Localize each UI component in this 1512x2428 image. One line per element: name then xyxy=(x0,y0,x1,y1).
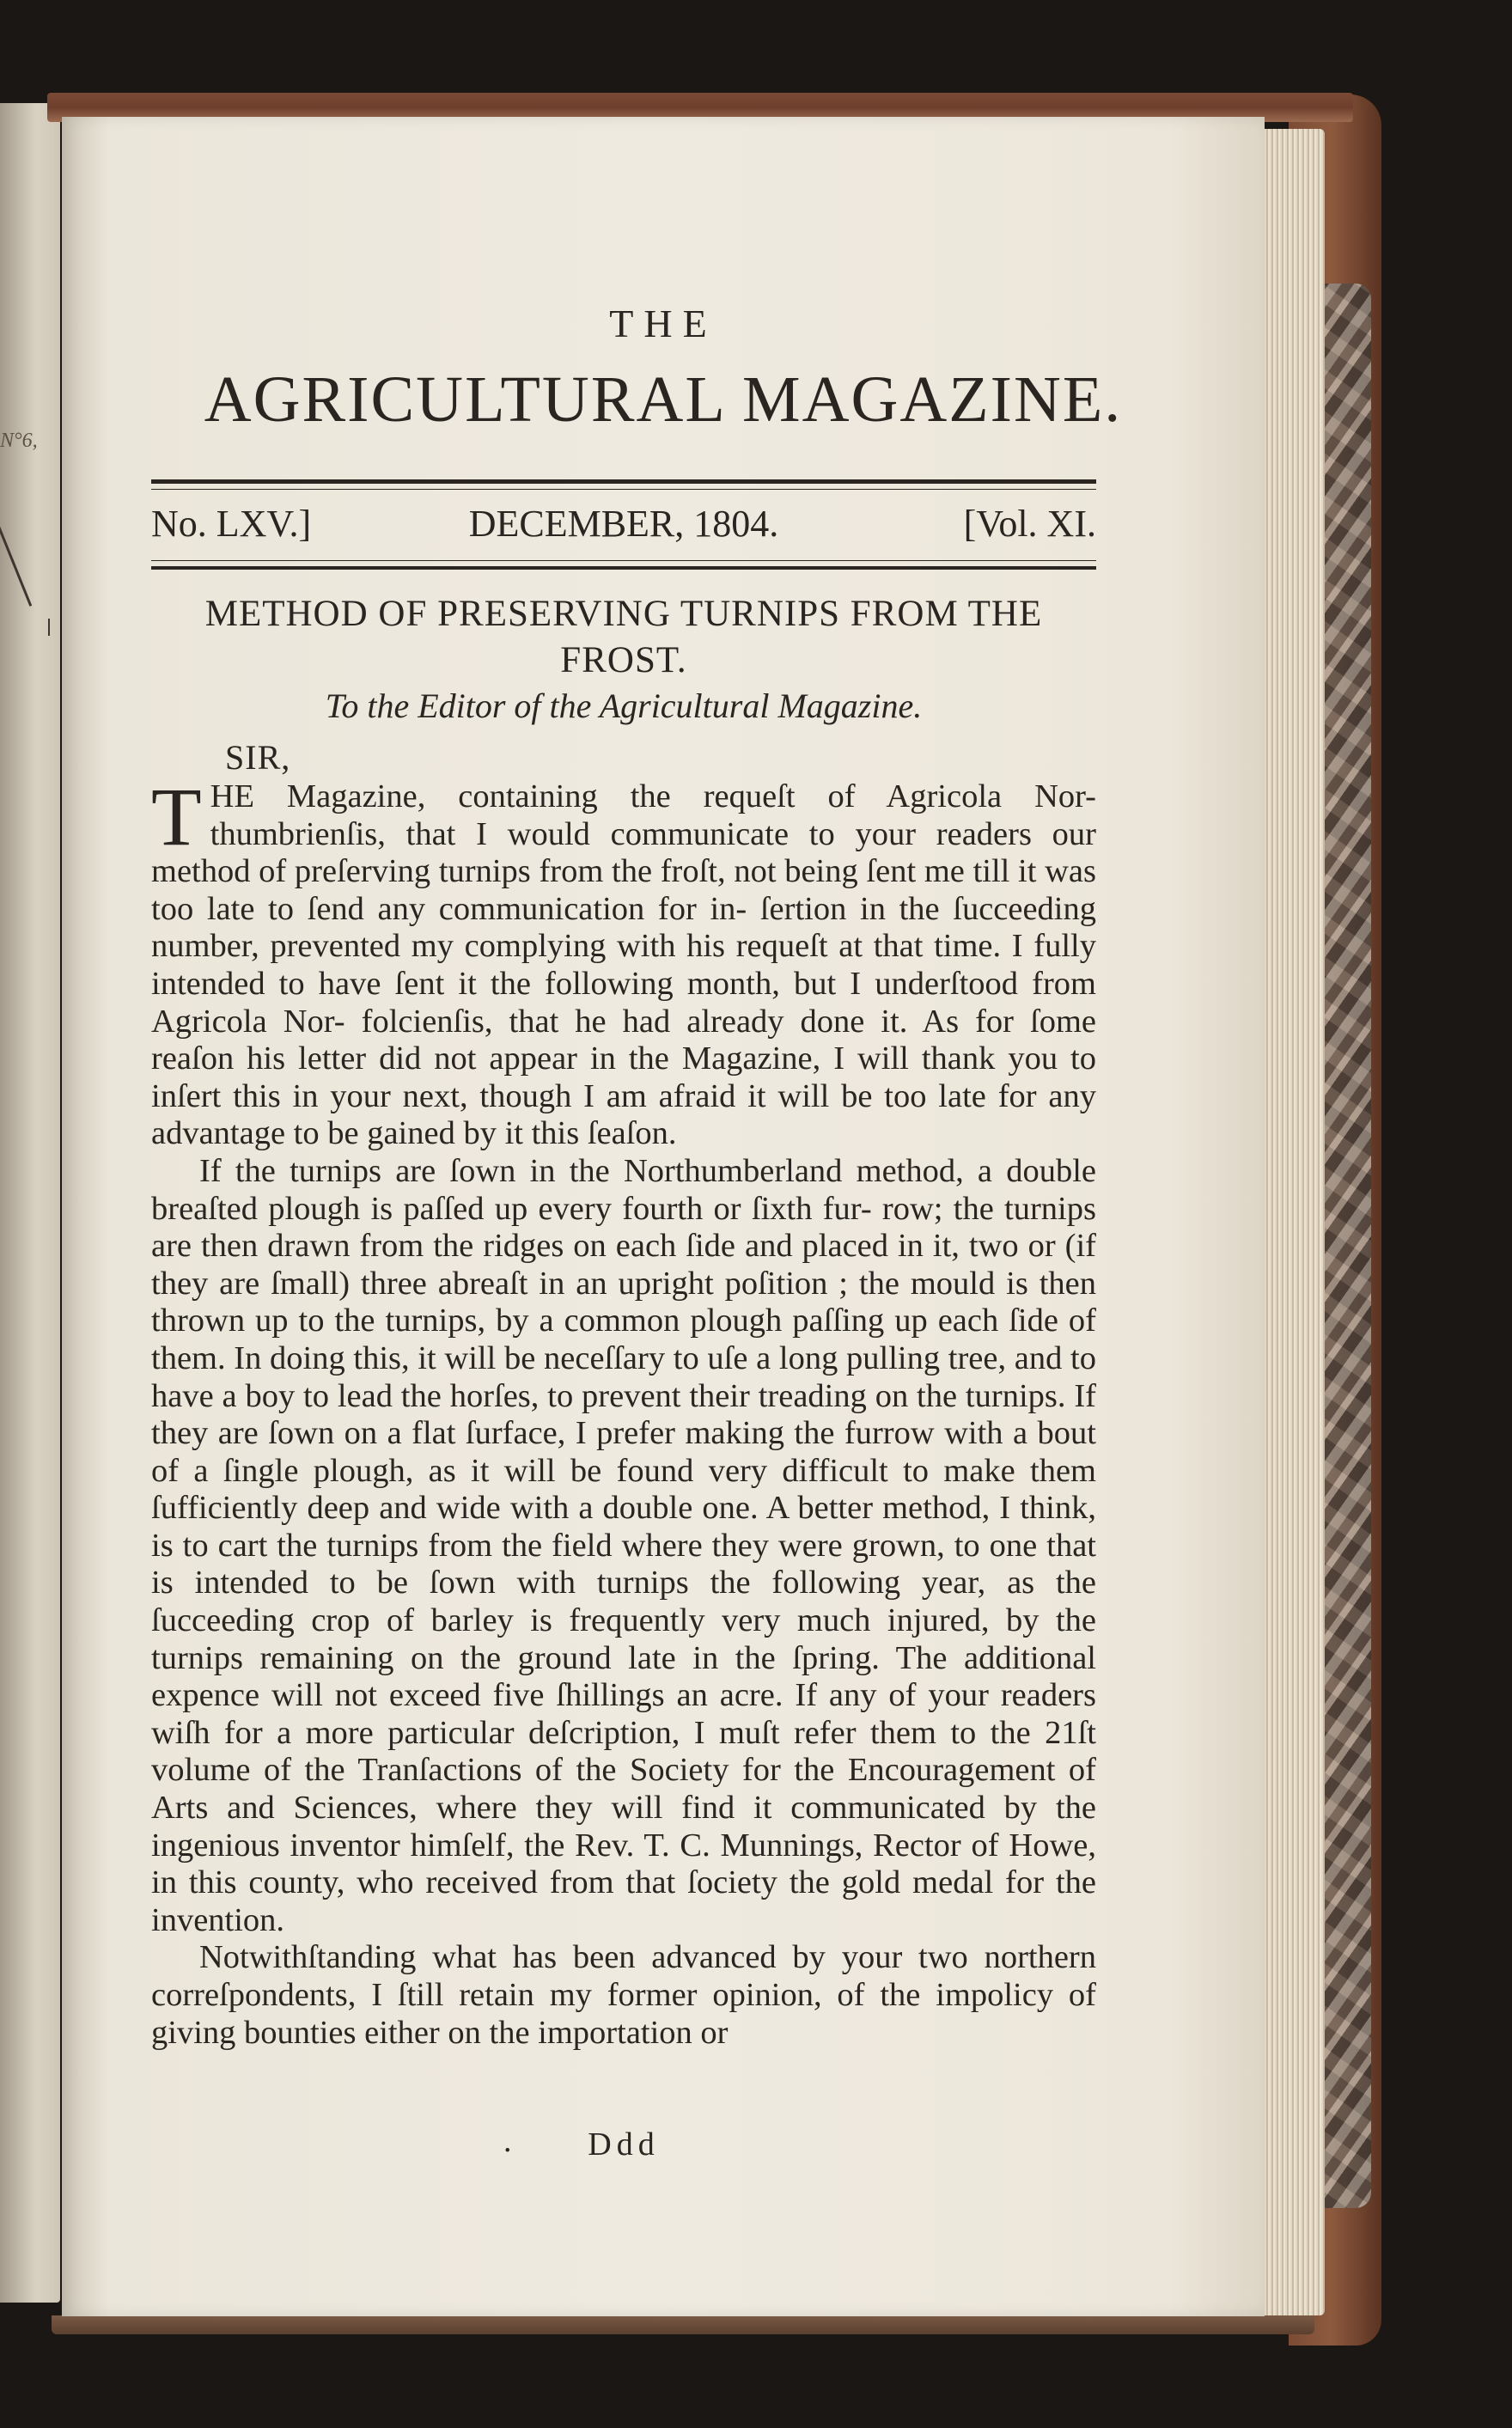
article-title-line: FROST. xyxy=(560,640,687,680)
drop-cap: T xyxy=(151,771,202,863)
signature-dot: . xyxy=(503,2123,512,2159)
signature-letters: Ddd xyxy=(588,2126,660,2163)
book-bottom-edge xyxy=(52,2315,1314,2334)
paragraph: If the turnips are ſown in the Northumberland method, a double breaſted plough is paſſed up every fourth or ſixth fur- row; the turnips are then drawn from the ridges on each ſide and placed in it, two or (if they are ſmall) three abreaſt in an upright poſition ; the mould is then thrown up to the turnips, by a common plough paſſing up each ſide of them. In doing this, it will be neceſſary to uſe a long pulling tree, and to have a boy to lead the horſes, to prevent their treading on the turnips. If they are ſown on a flat ſurface, I prefer making the furrow with a bout of a ſingle plough, as it will be found very difficult to make them ſufficiently deep and wide with a double one. A better method, I think, is to cart the turnips from the field where they were grown, to one that is intended to be ſown with turnips the following year, as the ſucceeding crop of barley is frequently very much injured, by the turnips remaining on the ground late in the ſpring. The additional expence will not exceed five ſhillings an acre. If any of your readers wiſh for a more particular deſcription, I muſt refer them to the 21ſt volume of the Tranſactions of the Society for the Encouragement of Arts and Sciences, where they will find it communicated by the ingenious inventor himſelf, the Rev. T. C. Munnings, Rector of Howe, in this county, who received from that ſociety the gold medal for the invention. xyxy=(151,1152,1096,1938)
article-title-line: METHOD OF PRESERVING TURNIPS FROM THE xyxy=(204,594,1043,634)
article-title xyxy=(151,591,1096,684)
ink-stroke xyxy=(0,502,32,607)
signature-mark xyxy=(151,2123,1096,2163)
paragraph: Notwithſtanding what has been advanced by your two northern correſpondents, I ſtill retain my former opinion, of the impolicy of giving bounties either on the importation or xyxy=(151,1939,1096,2051)
margin-note: N°6, xyxy=(0,430,38,452)
editor-address: To the Editor of the Agricultural Magazine. xyxy=(325,686,923,725)
masthead-title: AGRICULTURAL MAGAZINE. xyxy=(204,363,1123,436)
paragraph-text: HE Magazine, containing the requeſt of Agricola Nor- thumbrienſis, that I would communicate to your readers our method of preſerving turnips from the froſt, not being ſent me till it was too late to ſend any communication for in- ſertion in the ſucceeding number, prevented my complying with his requeſt at that time. I fully intended to have ſent it the following month, but I underſtood from Agricola Nor- folcienſis, that he had already done it. As for ſome reaſon his letter did not appear in the Magazine, I will thank you to inſert this in your next, though I am afraid it will be too late for any advantage to be gained by it this ſeaſon. xyxy=(151,778,1096,1152)
issue-number: No. LXV.] xyxy=(151,503,312,545)
paragraph xyxy=(151,771,1096,1153)
double-rule-top xyxy=(151,479,1096,490)
issue-date: DECEMBER, 1804. xyxy=(468,503,779,545)
article-body xyxy=(151,771,1096,2052)
ink-tick xyxy=(48,619,50,636)
page-stack xyxy=(1254,129,1325,2315)
issue-line xyxy=(151,502,1096,548)
masthead-the: THE xyxy=(609,302,717,345)
magazine-page xyxy=(62,117,1265,2316)
issue-volume: [Vol. XI. xyxy=(963,503,1096,545)
facing-page-edge xyxy=(0,103,60,2303)
double-rule-bottom xyxy=(151,560,1096,570)
salutation: SIR, xyxy=(225,738,291,777)
